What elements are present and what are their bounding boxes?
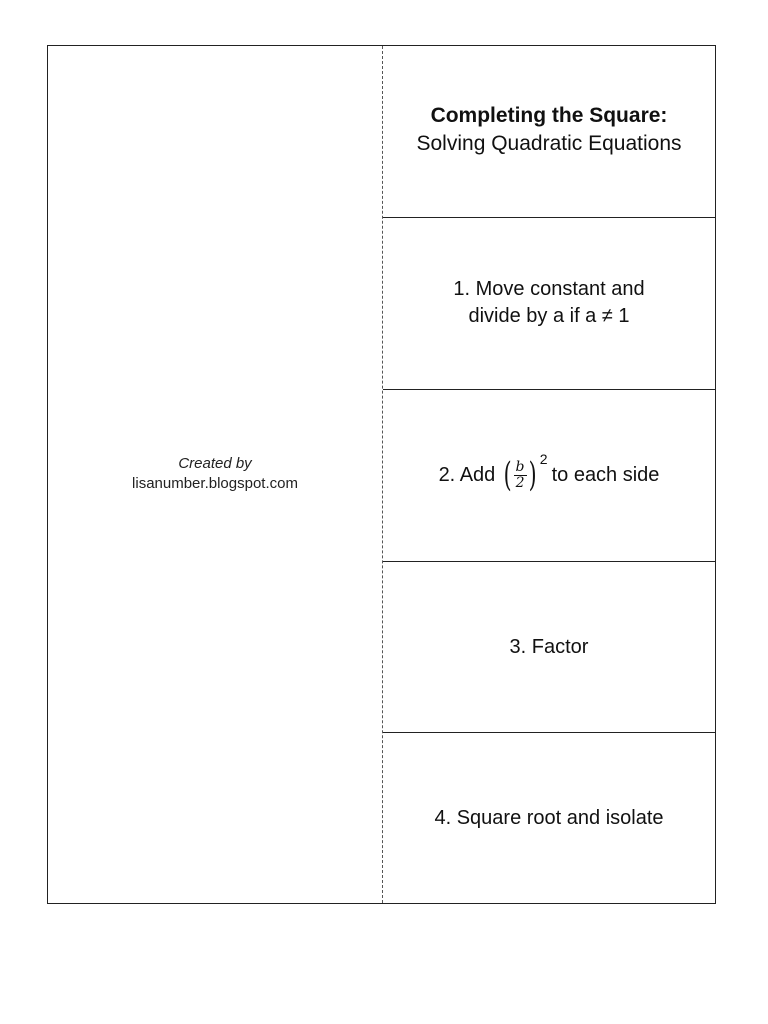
- title-flap: [383, 46, 715, 217]
- fraction: [514, 460, 527, 491]
- page-subtitle: Solving Quadratic Equations: [416, 131, 682, 155]
- step-1-line-2: divide by a if a ≠ 1: [468, 305, 630, 327]
- step-2-flap: [383, 389, 715, 560]
- exponent: 2: [539, 450, 548, 467]
- step-2-prefix: 2. Add: [438, 463, 496, 486]
- left-paren-glyph: (: [503, 455, 512, 495]
- step-4-flap: [383, 732, 715, 903]
- fraction-numerator: b: [515, 458, 525, 475]
- step-2-suffix: to each side: [551, 463, 660, 486]
- step-1-line-1: 1. Move constant and: [453, 278, 645, 300]
- step-1-flap: [383, 217, 715, 388]
- step-3-text: 3. Factor: [509, 635, 589, 658]
- right-paren-glyph: ): [528, 455, 537, 495]
- credit-block: [48, 454, 382, 494]
- step-3-flap: [383, 561, 715, 732]
- b-over-2-squared: [501, 450, 548, 495]
- foldable-sheet: [47, 45, 716, 904]
- fraction-denominator: 2: [515, 474, 525, 491]
- created-by-label: Created by: [178, 455, 252, 472]
- step-2-line: [438, 450, 660, 495]
- blog-url: lisanumber.blogspot.com: [132, 475, 298, 492]
- page-title: Completing the Square:: [430, 103, 668, 127]
- step-4-text: 4. Square root and isolate: [434, 806, 664, 829]
- front-cover-panel: [48, 46, 383, 903]
- flaps-panel: [383, 46, 715, 903]
